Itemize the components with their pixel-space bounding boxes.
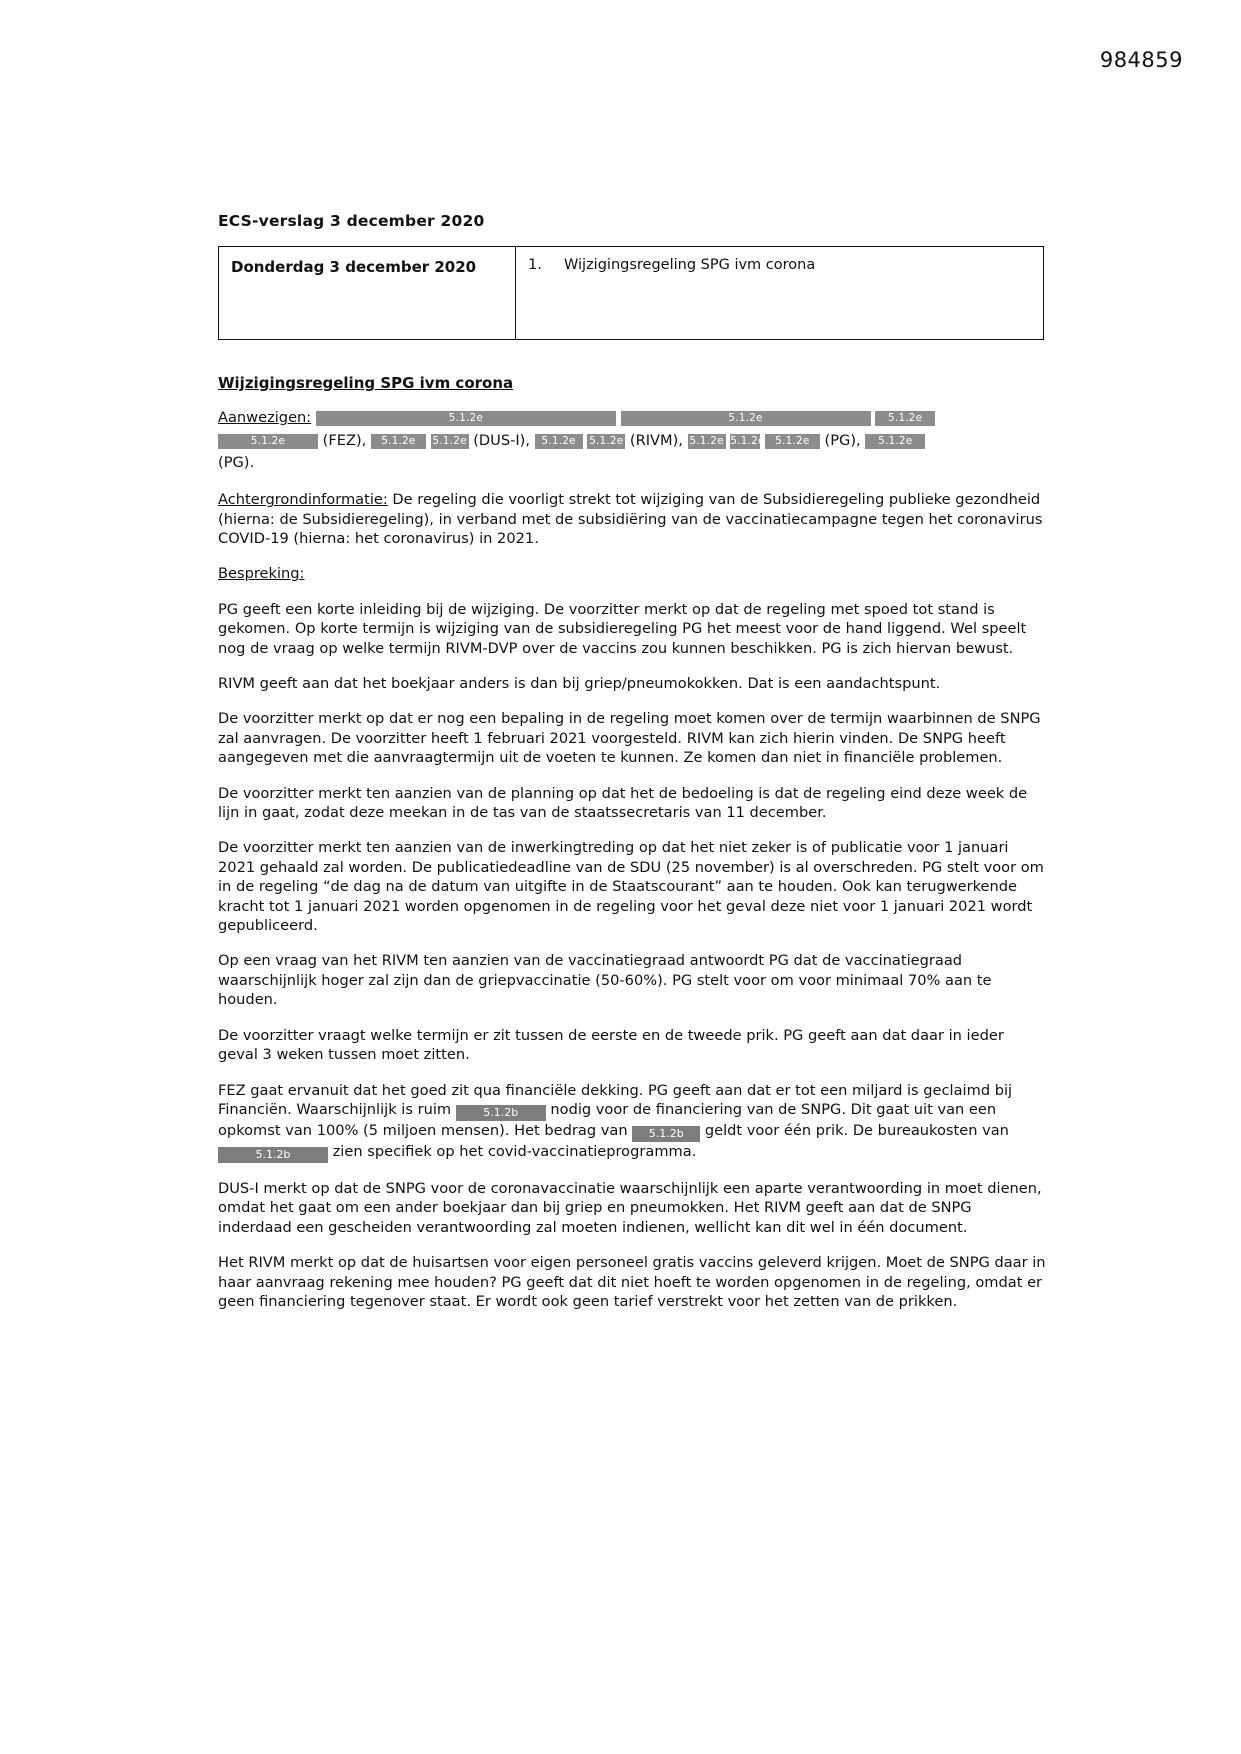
agenda-item-number: 1. [528, 257, 542, 273]
background-label: Achtergrondinformatie: [218, 491, 388, 509]
redaction-block: 5.1.2e [432, 434, 467, 447]
fez-text-part2: nodig voor de financiering van de SNPG. Dit gaat uit van een opkomst van 100% (5 miljoen mensen). Het bedrag van [218, 1100, 997, 1139]
agenda-item [528, 257, 1031, 273]
redaction-block-financial: 5.1.2b [632, 1126, 700, 1142]
meeting-table [218, 246, 1044, 340]
paragraph: De voorzitter merkt ten aanzien van de inwerkingtreding op dat het niet zeker is of publicatie voor 1 januari 2021 gehaald zal worden. De publicatiedeadline van de SDU (25 november) is al overschreden. PG stelt voor om in de regeling “de dag na de datum van uitgifte in de Staatscourant” aan te houden. Ook kan terugwerkende kracht tot 1 januari 2021 worden opgenomen in de regeling voor het geval deze niet voor 1 januari 2021 wordt gepubliceerd. [218, 839, 1044, 935]
redaction-block: 5.1.2e [535, 434, 583, 449]
attendee-org-dusi: (DUS-I), [473, 431, 530, 449]
document-content [218, 212, 1048, 1327]
fez-text-part4: zien specifiek op het covid-vaccinatieprogramma. [328, 1142, 697, 1160]
page-title: ECS-verslag 3 december 2020 [218, 212, 485, 230]
redaction-block: 5.1.2e [730, 434, 765, 447]
redaction-block: 5.1.2e [875, 411, 935, 426]
attendee-org-pg2: (PG). [218, 454, 255, 472]
section-heading: Wijzigingsregeling SPG ivm corona [218, 374, 514, 392]
fez-text-part3: geldt voor één prik. De bureaukosten van [700, 1121, 1009, 1139]
background-text: De regeling die voorligt strekt tot wijziging van de Subsidieregeling publieke gezondheid (hierna: de Subsidieregeling), in verband met de subsidiëring van de vaccinatiecampagne tegen het coronavirus COVID-19 (hierna: het coronavirus) in 2021. [218, 491, 1043, 547]
paragraph: De voorzitter merkt ten aanzien van de planning op dat het de bedoeling is dat de regeling eind deze week de lijn in gaat, zodat deze meekan in de tas van de staatssecretaris van 11 december. [218, 784, 1028, 822]
table-row [219, 247, 1044, 340]
paragraph: PG geeft een korte inleiding bij de wijziging. De voorzitter merkt op dat de regeling met spoed tot stand is gekomen. Op korte termijn is wijziging van de subsidieregeling PG het meest voor de hand liggend. Wel speelt nog de vraag op welke termijn RIVM-DVP over de vaccins zou kunnen beschikken. PG is zich hiervan bewust. [218, 600, 1027, 657]
redaction-block-financial: 5.1.2b [456, 1105, 546, 1121]
redaction-block: 5.1.2e [589, 434, 624, 447]
discussion-label: Bespreking: [218, 565, 305, 583]
attendee-org-pg1: (PG), [824, 431, 861, 449]
meeting-date-cell: Donderdag 3 december 2020 [219, 247, 516, 340]
redaction-block: 5.1.2e [218, 434, 318, 449]
paragraph: Het RIVM merkt op dat de huisartsen voor eigen personeel gratis vaccins geleverd krijgen. Moet de SNPG daar in haar aanvraag rekening mee houden? PG geeft dat dit niet hoeft te worden opgenomen in de regeling, omdat er geen financiering tegenover staat. Er wordt ook geen tarief verstrekt voor het zetten van de prikken. [218, 1254, 1046, 1310]
redaction-block-financial: 5.1.2b [218, 1147, 328, 1163]
redaction-block: 5.1.2e [621, 411, 871, 426]
fez-text-part1: FEZ gaat ervanuit dat het goed zit qua financiële dekking. PG geeft aan dat er tot een miljard is geclaimd bij Financiën. Waarschijnlijk is ruim [218, 1081, 1013, 1118]
attendees-block [218, 408, 1048, 474]
paragraph: De voorzitter vraagt welke termijn er zit tussen de eerste en de tweede prik. PG geeft aan dat daar in ieder geval 3 weken tussen moet zitten. [218, 1026, 1004, 1064]
agenda-item-label: Wijzigingsregeling SPG ivm corona [564, 257, 816, 273]
redaction-block: 5.1.2e [765, 434, 820, 449]
discussion-label-paragraph [218, 564, 1048, 583]
redaction-block: 5.1.2e [371, 434, 426, 449]
background-paragraph [218, 490, 1048, 548]
redaction-block: 5.1.2e [316, 411, 616, 426]
redaction-block: 5.1.2e [689, 434, 724, 447]
paragraph: DUS-I merkt op dat de SNPG voor de coronavaccinatie waarschijnlijk een aparte verantwoording in moet dienen, omdat het gaat om een ander boekjaar dan bij griep en pneumokken. Het RIVM geeft aan dat de SNPG inderdaad een gescheiden verantwoording zal moeten indienen, wellicht kan dit wel in één document. [218, 1179, 1042, 1236]
attendees-label: Aanwezigen: [218, 409, 312, 426]
attendee-org-rivm: (RIVM), [629, 431, 683, 449]
fez-paragraph [218, 1081, 1048, 1163]
paragraph: RIVM geeft aan dat het boekjaar anders is dan bij griep/pneumokokken. Dat is een aandachtspunt. [218, 675, 941, 692]
document-number: 984859 [1099, 48, 1183, 72]
redaction-block: 5.1.2e [865, 434, 925, 449]
attendee-org-fez: (FEZ), [322, 431, 367, 449]
paragraph: De voorzitter merkt op dat er nog een bepaling in de regeling moet komen over de termijn waarbinnen de SNPG zal aanvragen. De voorzitter heeft 1 februari 2021 voorgesteld. RIVM kan zich hierin vinden. De SNPG heeft aangegeven met die aanvraagtermijn uit de voeten te kunnen. Ze komen dan niet in financiële problemen. [218, 710, 1041, 767]
agenda-cell [516, 247, 1044, 340]
paragraph: Op een vraag van het RIVM ten aanzien van de vaccinatiegraad antwoordt PG dat de vaccinatiegraad waarschijnlijk hoger zal zijn dan de griepvaccinatie (50-60%). PG stelt voor om voor minimaal 70% aan te houden. [218, 952, 992, 1009]
